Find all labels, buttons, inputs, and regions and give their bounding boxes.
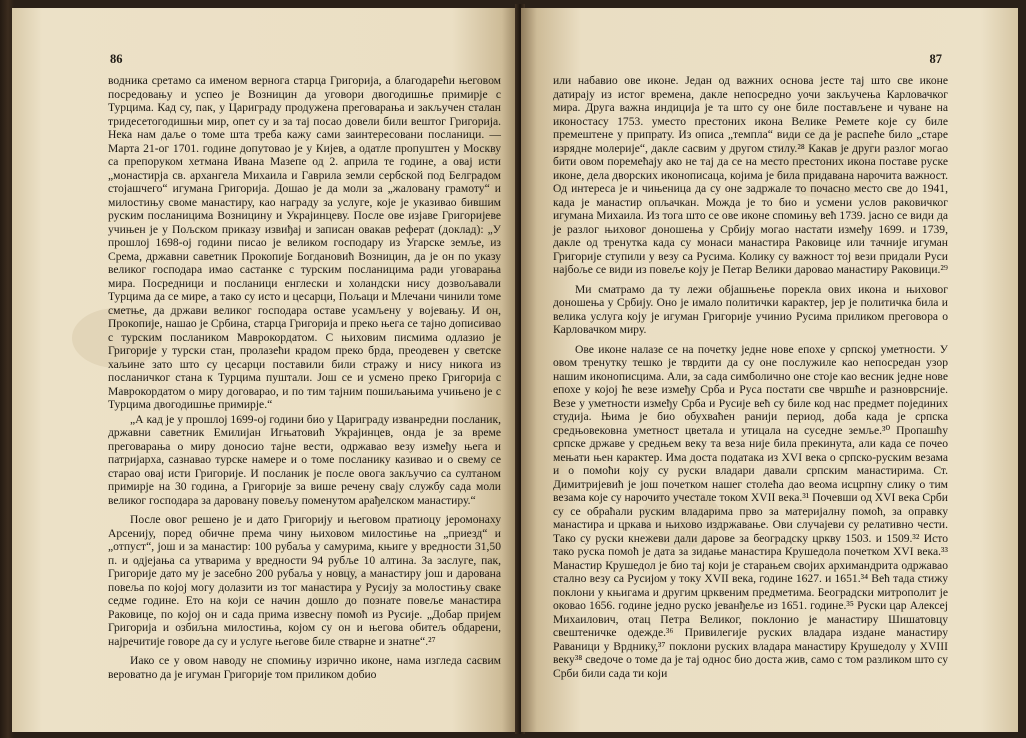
page-number-left: 86 xyxy=(110,52,123,66)
paragraph: или набавио ове иконе. Један од важних основа јесте тај што све иконе датирају из истог времена, дакле непосредно уочи закључења Карловачког мира. Друга важна индиција је та што су оне биле постављене и чуване на иконостасу 1753. уместо престоних икона Велике Ремете које су биле премештене у припрату. Из описа „темпла“ види се да је распеће било „старе изрядне молерије“, дакле сасвим у другом стилу.²⁸ Какав је други разлог могао бити овом поремећају ако не тај да се на место престоних икона поставе руске иконе, дела дворских иконописаца, којима је била придавана нарочита важност. Од интереса је и чињеница да су оне задржале то почасно место све до 1941, када је манастир опљачкан. Можда је то био и усмени услов раковичког игумана Михаила. Из тога што се ове иконе спомињу већ 1739. јасно се види да је разлог њиховог доношења у Србију могао настати између 1699. и 1739, дакле од тренутка када су монаси манастира Раковице или тачније игуман Григорије ступили у везу са Русима. Колику су важност тој вези придали Руси најбоље се види из повеље коју је Петар Велики даровао манастиру Раковици.²⁹ xyxy=(553,74,948,276)
paragraph: Ове иконе налазе се на почетку једне нове епохе у српској уметности. У овом тренутку тешко је тврдити да су оне послужиле као непосредан узор нашим иконописцима. Али, за сада симболично оне стоје као весник једне нове епохе у којој ће везе између Срба и Руса постати све чвршће и разноврсније. Везе у уметности између Срба и Русије већ су биле код нас предмет појединих студија. Њима је био обухваћен ранији период, доба када је српска средњовековна уметност цветала и утицала на суседне земље.³⁰ Пропашћу српске државе у средњем веку та веза није била прекинута, али када се почео мењати њен карактер. Има доста података из XVI века о српско-руским везама и о помоћи коју су руски владари давали српским манастирима. Ст. Димитријевић је још почетком нашег столећа дао веома исцрпну слику о тим везама које су нарочито учестале током XVII века.³¹ Почевши од XVI века Срби су се обраћали руским владарима прво за материјалну помоћ, за оправку манастира и цркава и њихово издржавање. Ови случајеви су релативно чести. Тако су руски кнежеви дали дарове за београдску цркву 1503. и 1509.³² Исто тако руска помоћ је дата за зидање манастира Крушедола почетком XVI века.³³ Манастир Крушедол је био тај који је старањем својих архимандрита одржавао стално везу са Русијом у току XVII века, године 1627. и 1651.³⁴ Већ тада стижу поклони у књигама и другим црквеним предметима. Београдски митрополит је оковао 1656. године једно руско јеванђеље из 1651. године.³⁵ Руски цар Алексеј Михаилович, отац Петра Великог, поклонио је манастиру Шишатовцу свештеничке одежде.³⁶ Привилегије руских владара издане манастиру Раваници у Врднику,³⁷ поклони руских владара манастиру Крушедолу у XVIII веку³⁸ сведоче о томе да је тај однос био доста жив, само с том разликом што су Срби били сада ти који xyxy=(553,342,948,680)
paragraph: Иако се у овом наводу не спомињу изрично иконе, нама изгледа сасвим вероватно да је игуман Григорије том приликом добио xyxy=(108,654,501,681)
paragraph: водника сретамо са именом верногa старца Григорија, а благодарећи његовом посредовању и успео је Возницин да уговори двогодишње примирје с Турцима. Кад су, пак, у Цариграду продужена преговарања и закључен сталан тридесетогодишњи мир, опет су и за тај посао довели били вештог Григорија. Нека нам даље о томе шта треба кажу сами заинтересовани посланици. — Марта 21-ог 1701. године допутовао је у Кијев, а одатле пропуштен у Москву са препоруком хетмана Ивана Мазепе од 2. априла те године, а овај исти „монастирја св. архангела Михаила и Гаврила земли сербской под Белградом стоjашчего“ игумана Григорија. Дошао је да моли за „жаловану грамоту“ и милостињу своме манастиру, као награду за услуге, које је указивао бившим руским посланицима Возницину и Украјинцеву. После ове изјаве Григоријеве учињен је у Пољском приказу извиђај и записан овакав реферат (доклад): „У прошлој 1698-ој години писао је великом господару из Угарске земље, из Срема, државни саветник Прокопије Богдановић Возницин, да је он по указу великог господара имао састанке с турским посланицима ради уговарања мира. Посредници и посланици енглески и холандски нису дозвољавали Турцима да се мире, а тако су исто и цесарци, Пољаци и Млечани чинили томе сметње, да држави великог господара оставе усамљену у војевању. И он, Прокопије, нашао је Србина, старца Григорија и преко њега се тајно дописивао с турским послаником Маврокордатом. С њиховим писмима одлазио је Григорије у турски стан, пролазећи кpадом преко брда, преодевен у светске хаљине зато што су цесарци поставили били стражу и нису никога из посланичког стана к Турцима пуштали. Још се и усмено преко Григорија с Маврокордатом о миру договарао, и по тим тајним пошиљањима учињено је с Турцима двогодишње примирје.“ xyxy=(108,74,501,411)
left-page xyxy=(12,8,517,732)
paragraph: „А кад је у прошлој 1699-ој години био у Цариграду изванредни посланик, државни саветник Емилијан Игњатовић Украјинцев, онда је за време преговарања о миру доносио тајне вести, одржавао везу између њега и патријарха, сазнавао турске намере и о томе посланику казивао и о свему се старао овај исти Григорије. И посланик је после овога закључио са султаном примирје на 30 година, а Григорије за више речену свају службу сада моли великог господара за даровану повељу поменутом арађелском манастиру.“ xyxy=(108,412,501,507)
right-page xyxy=(521,8,1018,732)
paragraph: После овог решено је и дато Григорију и његовом пратиоцу јеромонаху Арсенију, поред обичне према чину њиховом милостиње на „приезд“ и „отпуст“, још и за манастир: 100 рубаља у самурима, књиге у вредности 31,50 п. и одјејања са утварима у вредности 94 рубље 10 алтина. За заслуге, пак, Григорије дато му је засебно 200 рубаља у новцу, а манастиру још и дарована повеља по којој могу долазити из тог манастира у Русију за молостињу сваке седме године. Ето на који се начин дошло до познате повеље манастира Раковице, по којој он и сада прима извесну помоћ из Русије. „Добар пријем Григорија и озбиљна милостиња, којом су он и његова обитељ обдарени, најречитије говоре да су и услуге његове биле стварне и знатне“.²⁷ xyxy=(108,513,501,648)
page-number-right: 87 xyxy=(929,52,942,66)
paragraph: Ми сматрамо да ту лежи објашњење порекла ових икона и њиховог доношења у Србију. Оно је имало политички карактер, јер је политичка била и велика услуга коју је игуман Григорије учинио Русима приликом преговора о Карловачком миру. xyxy=(553,282,948,336)
left-page-text xyxy=(108,74,501,681)
right-page-text xyxy=(553,74,948,680)
